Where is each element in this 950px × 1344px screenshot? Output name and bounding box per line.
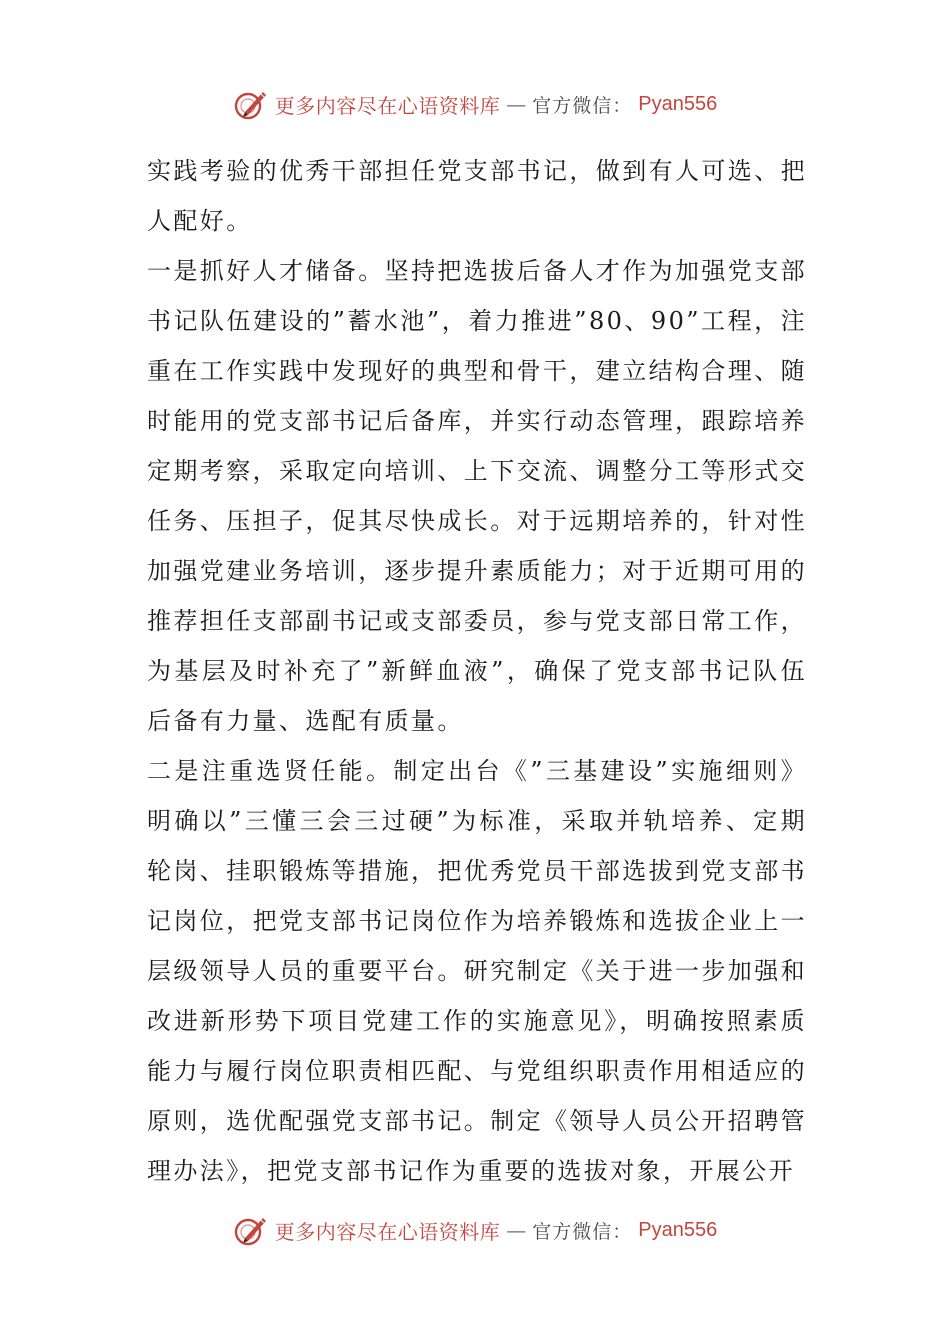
header-banner — [0, 84, 950, 124]
paragraph-talent-reserve: 一是抓好人才储备。坚持把选拔后备人才作为加强党支部书记队伍建设的”蓄水池”，着力推进”80、90”工程，注重在工作实践中发现好的典型和骨干，建立结构合理、随时能用的党支部书记后备库，并实行动态管理，跟踪培养定期考察，采取定向培训、上下交流、调整分工等形式交任务、压担子，促其尽快成长。对于远期培养的，针对性加强党建业务培训，逐步提升素质能力；对于近期可用的推荐担任支部副书记或支部委员，参与党支部日常工作，为基层及时补充了”新鲜血液”，确保了党支部书记队伍后备有力量、选配有质量。 — [147, 257, 807, 735]
paragraph-continuation: 实践考验的优秀干部担任党支部书记，做到有人可选、把人配好。 — [147, 157, 807, 235]
banner-main-text: 更多内容尽在心语资料库 — [274, 93, 501, 118]
banner-wechat-label: 官方微信： — [532, 1220, 633, 1243]
banner-wechat-id: Pyan556 — [638, 92, 718, 115]
banner-wechat-id: Pyan556 — [638, 1218, 718, 1241]
banner-separator: — — [506, 92, 527, 116]
banner-main-text: 更多内容尽在心语资料库 — [274, 1219, 501, 1244]
footer-banner — [0, 1210, 950, 1250]
document-body — [147, 146, 807, 1196]
pen-logo-icon — [233, 86, 269, 122]
paragraph-select-talent: 二是注重选贤任能。制定出台《”三基建设”实施细则》明确以”三懂三会三过硬”为标准，采取并轨培养、定期轮岗、挂职锻炼等措施，把优秀党员干部选拔到党支部书记岗位，把党支部书记岗位作为培养锻炼和选拔企业上一层级领导人员的重要平台。研究制定《关于进一步加强和改进新形势下项目党建工作的实施意见》，明确按照素质能力与履行岗位职责相匹配、与党组织职责作用相适应的原则，选优配强党支部书记。制定《领导人员公开招聘管理办法》，把党支部书记作为重要的选拔对象，开展公开 — [147, 757, 807, 1185]
banner-wechat-label: 官方微信： — [532, 94, 633, 117]
pen-logo-icon — [233, 1212, 269, 1248]
banner-separator: — — [506, 1218, 527, 1242]
